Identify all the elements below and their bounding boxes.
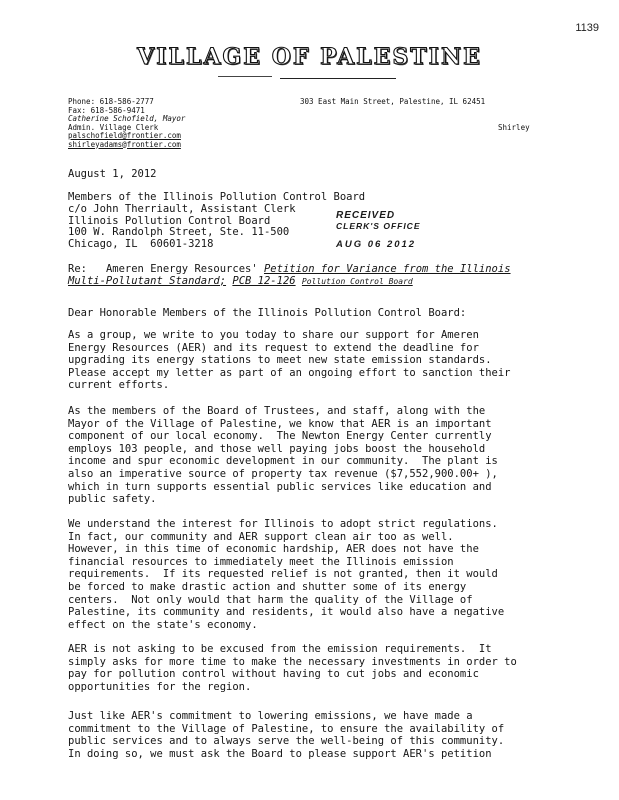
salutation: Dear Honorable Members of the Illinois Pollution Control Board: — [68, 307, 467, 319]
fax-line: Fax: 618-586-9471 — [68, 105, 145, 115]
received-stamp — [336, 210, 428, 250]
paragraph-5 — [68, 710, 504, 760]
email-link-2[interactable]: shirleyadams@frontier.com — [68, 139, 181, 149]
paragraph-line: AER is not asking to be excused from the emission requirements. It — [68, 643, 492, 655]
recipient-line: 100 W. Randolph Street, Ste. 11-500 — [68, 226, 290, 239]
paragraph-line: Just like AER's commitment to lowering emissions, we have made a — [68, 710, 473, 722]
paragraph-line: commitment to the Village of Palestine, to ensure the availability of — [68, 722, 505, 735]
paragraph-line: Palestine, its community and residents, it would also have a negative — [68, 606, 505, 619]
paragraph-line: simply asks for more time to make the necessary investments in order to — [68, 655, 517, 668]
paragraph-line: In doing so, we must ask the Board to please support AER's petition — [68, 747, 492, 760]
recipient-line: Members of the Illinois Pollution Control Board — [68, 191, 366, 203]
paragraph-line: Please accept my letter as part of an ongoing effort to sanction their — [68, 366, 511, 379]
re-prefix: Re: — [68, 263, 87, 275]
paragraph-line: effect on the state's economy. — [68, 618, 258, 631]
mayor-line: Catherine Schofield, Mayor — [68, 114, 186, 123]
letter-date: August 1, 2012 — [68, 168, 157, 180]
clerk-line: Admin. Village Clerk — [68, 122, 159, 132]
paragraph-1 — [68, 329, 511, 392]
letterhead-rule-long — [280, 78, 396, 79]
letterhead-rule-short — [218, 76, 272, 77]
paragraph-line: centers. Not only would that harm the quality of the Village of — [68, 593, 473, 606]
paragraph-line: be forced to make drastic action and shutter some of its energy — [68, 580, 467, 593]
paragraph-2 — [68, 405, 498, 506]
paragraph-line: opportunities for the region. — [68, 680, 252, 693]
re-text-2b: PCB 12-126 — [232, 274, 296, 287]
re-block — [68, 264, 511, 287]
paragraph-4 — [68, 643, 517, 693]
paragraph-3 — [68, 518, 504, 631]
paragraph-line: employs 103 people, and those well paying jobs boost the household — [68, 442, 486, 455]
paragraph-line: public safety. — [68, 493, 157, 506]
contact-block — [68, 98, 185, 149]
stamp-date: AUG 06 2012 — [336, 239, 417, 250]
page-number: 1139 — [575, 22, 599, 34]
paragraph-line: income and spur economic development in our community. The plant is — [68, 455, 498, 468]
re-text-1b: Petition for Variance from the Illinois — [263, 263, 511, 275]
letterhead-title: VILLAGE OF PALESTINE — [137, 44, 482, 70]
paragraph-line: Energy Resources (AER) and its request to extend the deadline for — [68, 341, 479, 354]
address-line: 303 East Main Street, Palestine, IL 62451 — [300, 97, 486, 106]
paragraph-line: As the members of the Board of Trustees, and staff, along with the — [68, 405, 486, 417]
paragraph-line: which in turn supports essential public services like education and — [68, 480, 492, 493]
paragraph-line: We understand the interest for Illinois to adopt strict regulations. — [68, 518, 498, 530]
stamp-received: RECEIVED — [336, 210, 396, 221]
paragraph-line: financial resources to immediately meet the Illinois emission — [68, 555, 454, 568]
stamp-clerks-office: CLERK'S OFFICE — [336, 221, 421, 231]
shirley-line: Shirley — [498, 123, 530, 132]
re-text-2: Multi-Pollutant Standard; — [68, 274, 227, 287]
phone-line: Phone: 618-586-2777 — [68, 97, 154, 106]
paragraph-line: As a group, we write to you today to share our support for Ameren — [68, 329, 479, 341]
paragraph-line: pay for pollution control without having to cut jobs and economic — [68, 668, 479, 681]
paragraph-line: also an imperative source of property tax revenue ($7,552,900.00+ ), — [68, 467, 498, 480]
paragraph-line: current efforts. — [68, 379, 170, 392]
recipient-line: Illinois Pollution Control Board — [68, 214, 271, 227]
recipient-line: c/o John Therriault, Assistant Clerk — [68, 202, 296, 215]
recipient-block — [68, 192, 365, 251]
paragraph-line: In fact, our community and AER support clean air too as well. — [68, 530, 454, 543]
paragraph-line: upgrading its energy stations to meet new state emission standards. — [68, 354, 492, 367]
paragraph-line: Mayor of the Village of Palestine, we know that AER is an important — [68, 417, 492, 430]
re-text-1: Ameren Energy Resources' — [105, 263, 258, 275]
paragraph-line: component of our local economy. The Newton Energy Center currently — [68, 430, 492, 443]
paragraph-line: However, in this time of economic hardship, AER does not have the — [68, 543, 479, 556]
email-link-1[interactable]: palschofield@frontier.com — [68, 131, 181, 140]
recipient-line: Chicago, IL 60601-3218 — [68, 238, 214, 251]
re-text-2c: Pollution Control Board — [301, 276, 413, 286]
paragraph-line: public services and to always serve the well-being of this community. — [68, 735, 505, 748]
paragraph-line: requirements. If its requested relief is not granted, then it would — [68, 568, 498, 581]
